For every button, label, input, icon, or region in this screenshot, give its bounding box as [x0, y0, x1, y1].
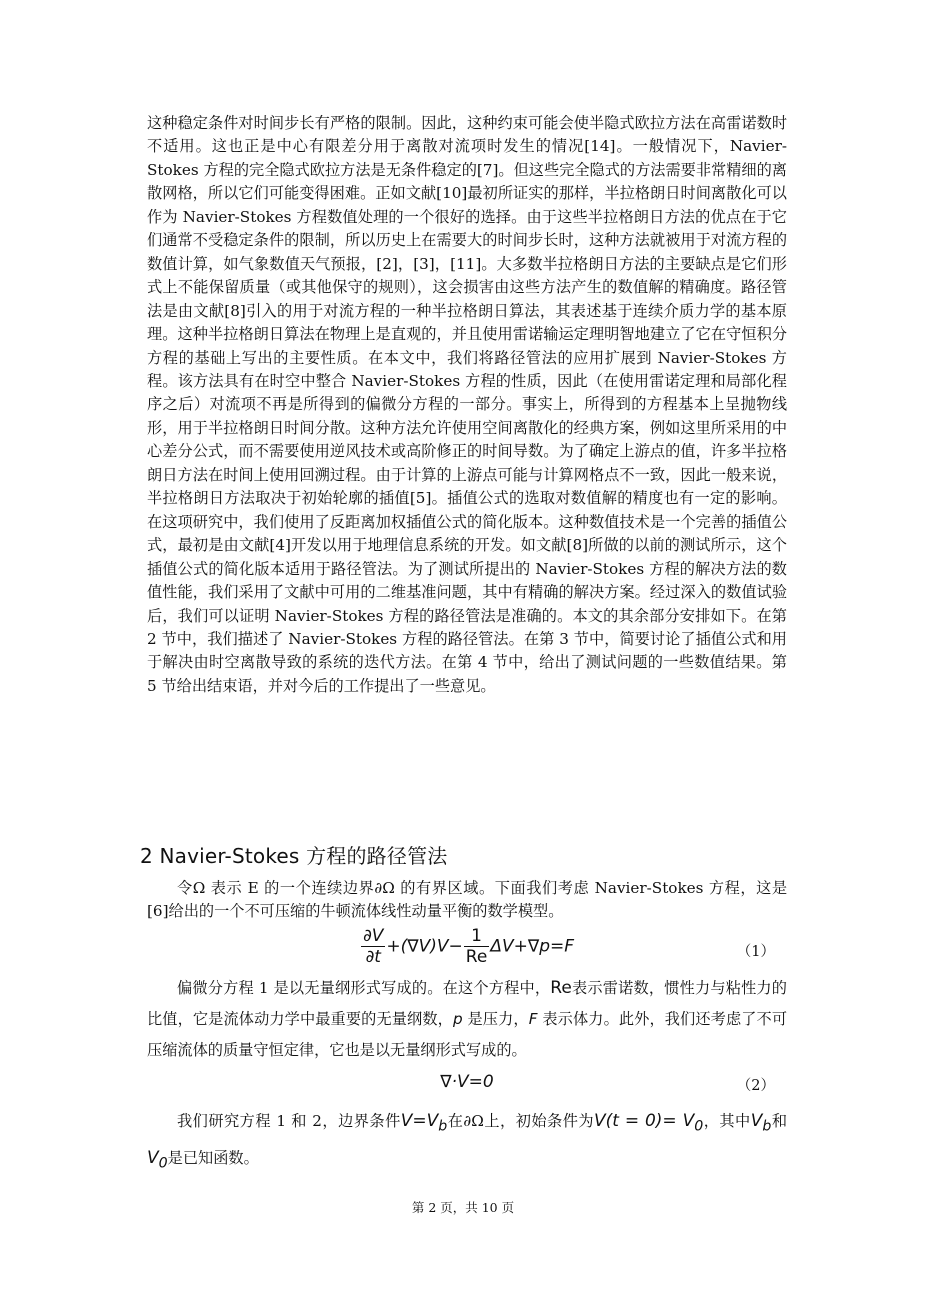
boundary-conditions-paragraph — [147, 1105, 787, 1180]
boundary-condition — [400, 1111, 448, 1135]
p2-text-a: 令 — [177, 879, 193, 897]
equation-1-number: （1） — [736, 944, 775, 960]
p3-text-d: 表示体力。此外，我们还考虑了不可压缩流体的质量守恒定律，它也是以无量纲形式写成的。 — [147, 1010, 788, 1059]
f-symbol: F — [528, 1010, 538, 1028]
ic-subscript: 0 — [694, 1118, 704, 1135]
re-symbol: Re — [550, 978, 572, 998]
equation-2-number: （2） — [736, 1078, 775, 1094]
bc-subscript: b — [438, 1118, 448, 1135]
re-denominator: Re — [465, 947, 488, 967]
p4-text-d: ，其中 — [703, 1112, 751, 1130]
p3-text-a: 偏微分方程 1 是以无量纲形式写成的。在这个方程中， — [177, 979, 551, 997]
p2-text-b: 表示 E 的一个连续边界 — [205, 879, 375, 897]
dv-numerator: ∂V — [362, 926, 384, 946]
equation-2-body: ∇·V=0 — [440, 1072, 494, 1092]
p4-text-e: 和 — [771, 1112, 788, 1130]
v0-symbol — [147, 1148, 168, 1172]
initial-condition — [594, 1111, 704, 1135]
equation-2 — [147, 1072, 787, 1098]
omega-symbol: Ω — [192, 879, 206, 897]
equation-1-body — [147, 926, 787, 967]
equation-1-part2: ΔV+∇p=F — [490, 936, 575, 957]
p4-text-a: 我们研究方程 1 和 2，边界条件 — [177, 1112, 401, 1130]
page-footer: 第 2 页，共 10 页 — [411, 1200, 515, 1215]
p3-text-b: 表示雷诺数，惯性力与粘性力的比值，它是流体动力学中最重要的无量纲数， — [147, 979, 787, 1028]
boundary-symbol: ∂Ω — [374, 879, 395, 897]
reynolds-fraction — [464, 926, 490, 967]
p4-text-f: 是已知函数。 — [167, 1149, 259, 1168]
equation-1-part1: +(∇V)V− — [386, 936, 463, 957]
vb-letter: V — [750, 1111, 763, 1131]
bc-expr: V=V — [400, 1111, 439, 1131]
v0-subscript: 0 — [158, 1155, 168, 1172]
equation-1-explanation — [147, 973, 787, 1066]
v0-letter: V — [147, 1148, 159, 1169]
section-heading: 2 Navier-Stokes 方程的路径管法 — [140, 844, 448, 868]
p4-text-b: 在 — [447, 1112, 464, 1130]
time-derivative-fraction — [361, 926, 385, 967]
domain-definition-paragraph — [147, 877, 787, 924]
equation-1 — [147, 926, 787, 972]
boundary-symbol-2: ∂Ω — [463, 1112, 484, 1130]
p3-text-c: 是压力， — [462, 1010, 529, 1028]
p-symbol: p — [452, 1010, 463, 1028]
vb-subscript: b — [762, 1118, 772, 1135]
p2-text-c: 的有界区域。下面我们考虑 Navier-Stokes 方程，这是[6]给出的一个不可压缩的牛顿流体线性动量平衡的数学模型。 — [147, 879, 788, 921]
one-numerator: 1 — [464, 926, 490, 947]
p4-text-c: 上，初始条件为 — [483, 1112, 595, 1130]
dt-denominator: ∂t — [365, 947, 381, 967]
ic-expr: V(t = 0)= V — [594, 1111, 695, 1131]
vb-symbol — [750, 1111, 772, 1135]
intro-paragraph: 这种稳定条件对时间步长有严格的限制。因此，这种约束可能会使半隐式欧拉方法在高雷诺数时不适用。这也正是中心有限差分用于离散对流项时发生的情况[14]。一般情况下，Navier-Stokes 方程的完全隐式欧拉方法是无条件稳定的[7]。但这些完全隐式的方法需要非常精细的离散网格，所以它们可能变得困难。正如文献[10]最初所证实的那样，半拉格朗日时间离散化可以作为 Navier-Stokes 方程数值处理的一个很好的选择。由于这些半拉格朗日方法的优点在于它们通常不受稳定条件的限制，所以历史上在需要大的时间步长时，这种方法就被用于对流方程的数值计算，如气象数值天气预报，[2]，[3]，[11]。大多数半拉格朗日方法的主要缺点是它们形式上不能保留质量（或其他保守的规则），这会损害由这些方法产生的数值解的精确度。路径管法是由文献[8]引入的用于对流方程的一种半拉格朗日算法，其表述基于连续介质力学的基本原理。这种半拉格朗日算法在物理上是直观的，并且使用雷诺输运定理明智地建立了它在守恒积分方程的基础上写出的主要性质。在本文中，我们将路径管法的应用扩展到 Navier-Stokes 方程。该方法具有在时空中整合 Navier-Stokes 方程的性质，因此（在使用雷诺定理和局部化程序之后）对流项不再是所得到的偏微分方程的一部分。事实上，所得到的方程基本上呈抛物线形，用于半拉格朗日时间分散。这种方法允许使用空间离散化的经典方案，例如这里所采用的中心差分公式，而不需要使用逆风技术或高阶修正的时间导数。为了确定上游点的值，许多半拉格朗日方法在时间上使用回溯过程。由于计算的上游点可能与计算网格点不一致，因此一般来说，半拉格朗日方法取决于初始轮廓的插值[5]。插值公式的选取对数值解的精度也有一定的影响。在这项研究中，我们使用了反距离加权插值公式的简化版本。这种数值技术是一个完善的插值公式，最初是由文献[4]开发以用于地理信息系统的开发。如文献[8]所做的以前的测试所示，这个插值公式的简化版本适用于路径管法。为了测试所提出的 Navier-Stokes 方程的解决方法的数值性能，我们采用了文献中可用的二维基准问题，其中有精确的解决方案。经过深入的数值试验后，我们可以证明 Navier-Stokes 方程的路径管法是准确的。本文的其余部分安排如下。在第 2 节中，我们描述了 Navier-Stokes 方程的路径管法。在第 3 节中，简要讨论了插值公式和用于解决由时空离散导致的系统的迭代方法。在第 4 节中，给出了测试问题的一些数值结果。第 5 节给出结束语，并对今后的工作提出了一些意见。 — [147, 114, 787, 695]
